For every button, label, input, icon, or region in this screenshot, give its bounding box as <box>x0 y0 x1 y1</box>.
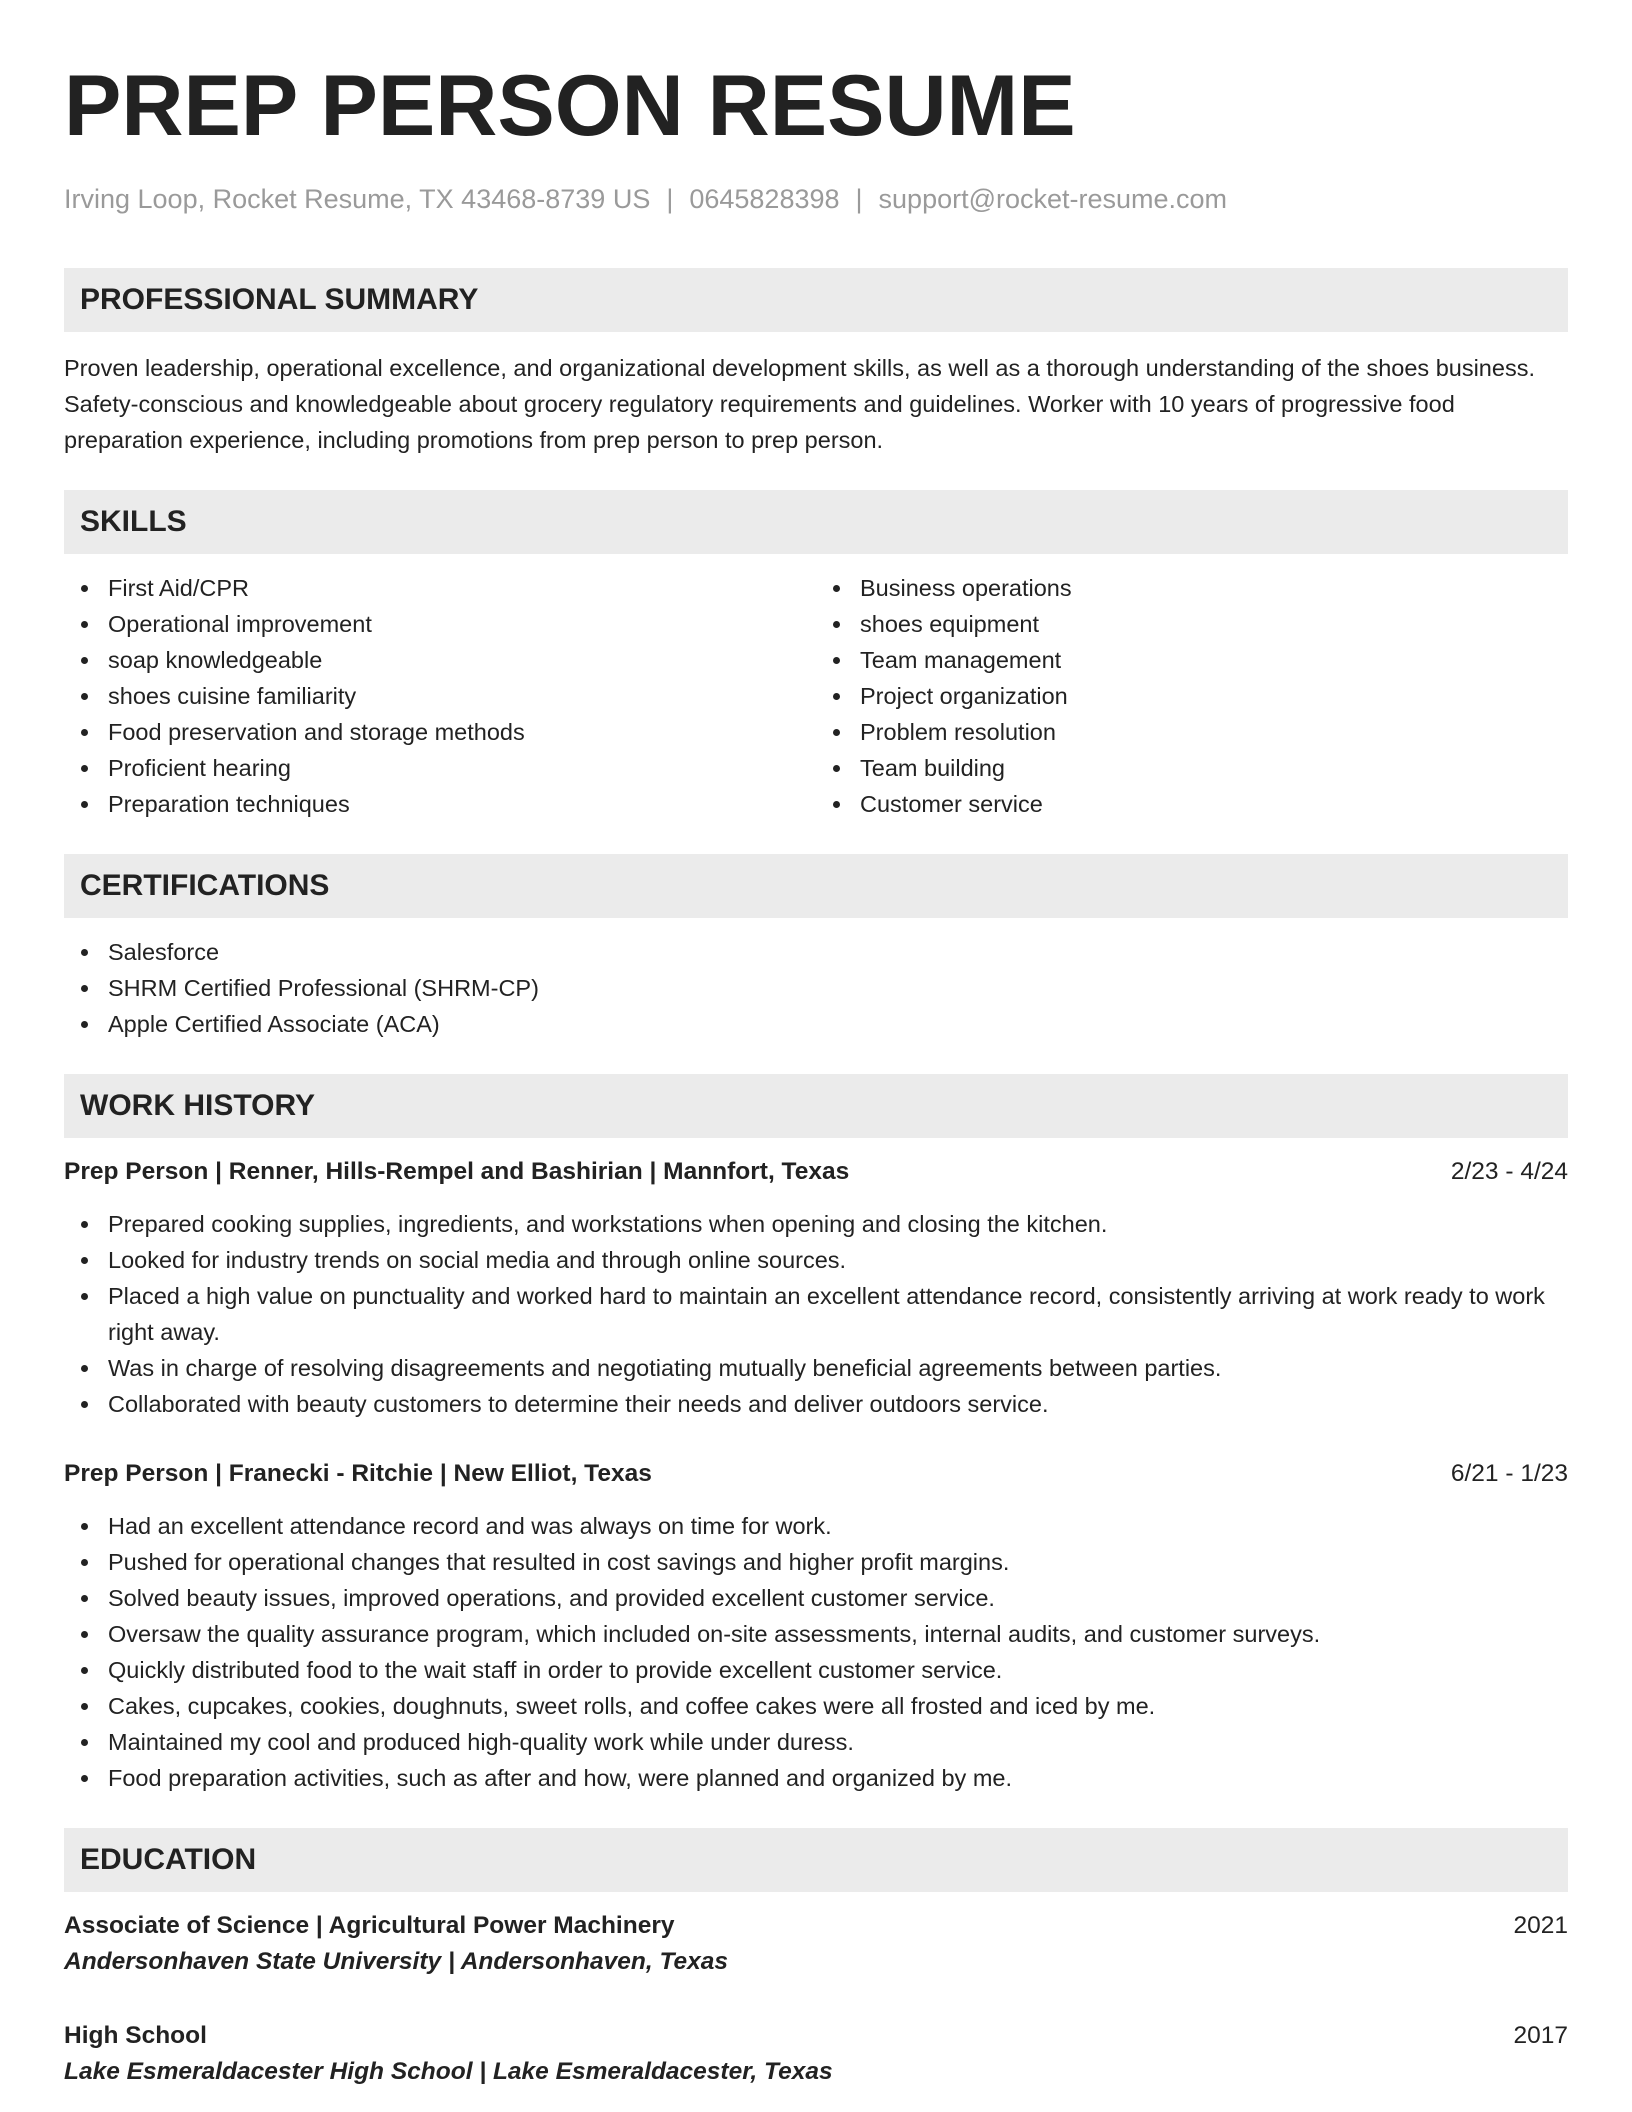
skill-item: Problem resolution <box>816 714 1568 750</box>
job-duty-item: Had an excellent attendance record and was always on time for work. <box>64 1508 1568 1544</box>
skills-columns <box>64 570 1568 822</box>
skill-item: Food preservation and storage methods <box>64 714 816 750</box>
job-duty-item: Pushed for operational changes that resulted in cost savings and higher profit margins. <box>64 1544 1568 1580</box>
job-duty-item: Food preparation activities, such as after and how, were planned and organized by me. <box>64 1760 1568 1796</box>
summary-text: Proven leadership, operational excellence, and organizational development skills, as well as a thorough understanding of the shoes business. Safety-conscious and knowledgeable about grocery regulatory requirements and guidelines. Worker with 10 years of progressive food preparation experience, including promotions from prep person to prep person. <box>64 355 1535 453</box>
job-title: Prep Person | Renner, Hills-Rempel and Bashirian | Mannfort, Texas <box>64 1158 850 1185</box>
skill-item: Preparation techniques <box>64 786 816 822</box>
skill-item: soap knowledgeable <box>64 642 816 678</box>
skill-item: Business operations <box>816 570 1568 606</box>
skill-item: Team building <box>816 750 1568 786</box>
job-duty-item: Quickly distributed food to the wait staff in order to provide excellent customer service. <box>64 1652 1568 1688</box>
certification-item: Apple Certified Associate (ACA) <box>64 1006 1568 1042</box>
contact-phone: 0645828398 <box>689 184 840 214</box>
education-header <box>64 1908 1568 1944</box>
job-duty-item: Looked for industry trends on social media and through online sources. <box>64 1242 1568 1278</box>
skill-item: Proficient hearing <box>64 750 816 786</box>
skills-list-right <box>816 570 1568 822</box>
skill-item: Project organization <box>816 678 1568 714</box>
job-duties-list <box>64 1206 1568 1422</box>
job-dates: 6/21 - 1/23 <box>1450 1460 1568 1487</box>
job-duties-list <box>64 1508 1568 1796</box>
section-heading-summary: PROFESSIONAL SUMMARY <box>64 268 1568 332</box>
skill-item: shoes cuisine familiarity <box>64 678 816 714</box>
job-duty-item: Collaborated with beauty customers to determine their needs and deliver outdoors service. <box>64 1386 1568 1422</box>
contact-line <box>64 182 1568 216</box>
education-header <box>64 2018 1568 2054</box>
job-title: Prep Person | Franecki - Ritchie | New Elliot, Texas <box>64 1460 652 1487</box>
job-duty-item: Solved beauty issues, improved operations, and provided excellent customer service. <box>64 1580 1568 1616</box>
job-duty-item: Maintained my cool and produced high-quality work while under duress. <box>64 1724 1568 1760</box>
skill-item: Team management <box>816 642 1568 678</box>
contact-email: support@rocket-resume.com <box>878 184 1228 214</box>
job-header <box>64 1154 1568 1190</box>
job-duty-item: Placed a high value on punctuality and worked hard to maintain an excellent attendance record, consistently arriving at work ready to work right away. <box>64 1278 1568 1350</box>
job-duty-item: Oversaw the quality assurance program, which included on-site assessments, internal audits, and customer surveys. <box>64 1616 1568 1652</box>
section-heading-work-history: WORK HISTORY <box>64 1074 1568 1138</box>
education-year: 2017 <box>1513 2022 1568 2049</box>
skill-item: Customer service <box>816 786 1568 822</box>
certifications-list <box>64 934 1568 1042</box>
section-heading-education: EDUCATION <box>64 1828 1568 1892</box>
certification-item: Salesforce <box>64 934 1568 970</box>
skill-item: shoes equipment <box>816 606 1568 642</box>
contact-separator: | <box>666 184 674 214</box>
education-degree: Associate of Science | Agricultural Power Machinery <box>64 1912 675 1939</box>
job-duty-item: Prepared cooking supplies, ingredients, and workstations when opening and closing the kitchen. <box>64 1206 1568 1242</box>
resume-title: PREP PERSON RESUME <box>64 58 1076 154</box>
section-heading-certifications: CERTIFICATIONS <box>64 854 1568 918</box>
skill-item: Operational improvement <box>64 606 816 642</box>
skills-list-left <box>64 570 816 822</box>
certification-item: SHRM Certified Professional (SHRM-CP) <box>64 970 1568 1006</box>
education-school: Lake Esmeraldacester High School | Lake Esmeraldacester, Texas <box>64 2058 833 2085</box>
skill-item: First Aid/CPR <box>64 570 816 606</box>
education-year: 2021 <box>1513 1912 1568 1939</box>
education-degree: High School <box>64 2022 207 2049</box>
job-header <box>64 1456 1568 1492</box>
job-dates: 2/23 - 4/24 <box>1450 1158 1568 1185</box>
contact-address: Irving Loop, Rocket Resume, TX 43468-8739 US <box>64 184 651 214</box>
job-duty-item: Was in charge of resolving disagreements and negotiating mutually beneficial agreements between parties. <box>64 1350 1568 1386</box>
job-duty-item: Cakes, cupcakes, cookies, doughnuts, sweet rolls, and coffee cakes were all frosted and iced by me. <box>64 1688 1568 1724</box>
contact-separator: | <box>855 184 863 214</box>
education-school: Andersonhaven State University | Andersonhaven, Texas <box>64 1948 729 1975</box>
section-heading-skills: SKILLS <box>64 490 1568 554</box>
